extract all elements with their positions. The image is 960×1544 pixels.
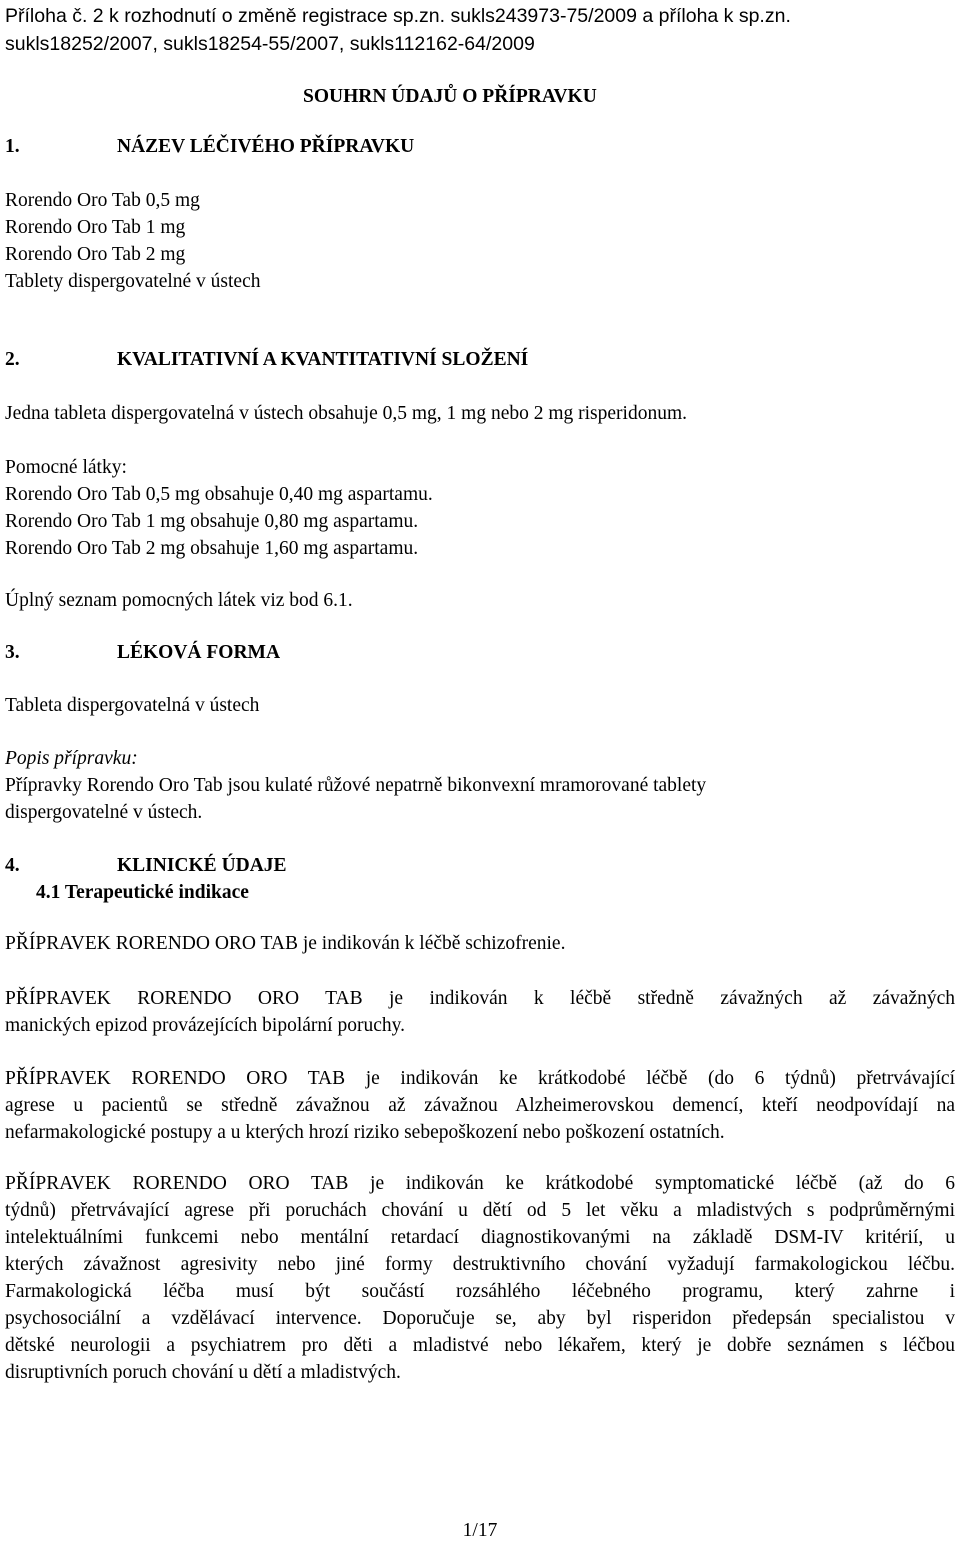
paragraph-line: nefarmakologické postupy a u kterých hrozí riziko sebepoškození nebo poškození ostatních. bbox=[5, 1122, 725, 1143]
excipient-line: Rorendo Oro Tab 2 mg obsahuje 1,60 mg aspartamu. bbox=[5, 538, 419, 559]
section-4-number: 4. bbox=[5, 855, 20, 876]
paragraph-line: manických epizod provázejících bipolární poruchy. bbox=[5, 1015, 405, 1036]
paragraph-line: PŘÍPRAVEK RORENDO ORO TAB je indikován k léčbě středně závažných až závažných bbox=[5, 988, 955, 1009]
pharmaceutical-form: Tableta dispergovatelná v ústech bbox=[5, 695, 260, 716]
excipient-line: Rorendo Oro Tab 1 mg obsahuje 0,80 mg aspartamu. bbox=[5, 511, 419, 532]
excipients-label: Pomocné látky: bbox=[5, 457, 127, 478]
section-1-title: NÁZEV LÉČIVÉHO PŘÍPRAVKU bbox=[117, 136, 415, 157]
paragraph-line: Farmakologická léčba musí být součástí rozsáhlého léčebného programu, který zahrne i bbox=[5, 1281, 955, 1302]
excipient-list-reference: Úplný seznam pomocných látek viz bod 6.1. bbox=[5, 590, 353, 611]
paragraph-line: disruptivních poruch chování u dětí a mladistvých. bbox=[5, 1362, 401, 1383]
product-name-line: Rorendo Oro Tab 1 mg bbox=[5, 217, 186, 238]
document-title: SOUHRN ÚDAJŮ O PŘÍPRAVKU bbox=[303, 86, 597, 107]
excipient-line: Rorendo Oro Tab 0,5 mg obsahuje 0,40 mg aspartamu. bbox=[5, 484, 433, 505]
paragraph-line: PŘÍPRAVEK RORENDO ORO TAB je indikován ke krátkodobé symptomatické léčbě (až do 6 bbox=[5, 1173, 955, 1194]
section-4-title: KLINICKÉ ÚDAJE bbox=[117, 855, 287, 876]
paragraph-line: agrese u pacientů se středně závažnou až závažnou Alzheimerovskou demencí, kteří neodpovídají na bbox=[5, 1095, 955, 1116]
document-header bbox=[5, 2, 791, 58]
product-description bbox=[5, 745, 706, 826]
paragraph-line: týdnů) přetrvávající agrese při poruchách chování u dětí od 5 let věku a mladistvých s podprůměrnými bbox=[5, 1200, 955, 1221]
section-3-heading bbox=[5, 639, 280, 666]
indication-paragraph-3 bbox=[5, 1065, 955, 1146]
paragraph-line: psychosociální a vzdělávací intervence. Doporučuje se, aby byl risperidon předepsán specialistou v bbox=[5, 1308, 955, 1329]
section-3-number: 3. bbox=[5, 642, 20, 663]
section-2-heading bbox=[5, 346, 528, 373]
description-line: Přípravky Rorendo Oro Tab jsou kulaté růžové nepatrně bikonvexní mramorované tablety bbox=[5, 775, 707, 796]
indication-paragraph-2 bbox=[5, 985, 955, 1039]
section-4-heading bbox=[5, 852, 287, 879]
section-2-title: KVALITATIVNÍ A KVANTITATIVNÍ SLOŽENÍ bbox=[117, 349, 529, 370]
product-name-line: Rorendo Oro Tab 0,5 mg bbox=[5, 190, 200, 211]
page-number: 1/17 bbox=[462, 1520, 498, 1541]
product-name-line: Rorendo Oro Tab 2 mg bbox=[5, 244, 186, 265]
paragraph-line: kterých závažnost agresivity nebo jiné formy destruktivního chování vyžadují farmakologickou léčbu. bbox=[5, 1254, 955, 1275]
product-form-line: Tablety dispergovatelné v ústech bbox=[5, 271, 261, 292]
subsection-4-1-heading: 4.1 Terapeutické indikace bbox=[36, 882, 249, 903]
section-2-number: 2. bbox=[5, 349, 20, 370]
section-3-title: LÉKOVÁ FORMA bbox=[117, 642, 281, 663]
description-label: Popis přípravku: bbox=[5, 748, 138, 769]
description-line: dispergovatelné v ústech. bbox=[5, 802, 203, 823]
indication-paragraph-4 bbox=[5, 1170, 955, 1386]
indication-paragraph-1: PŘÍPRAVEK RORENDO ORO TAB je indikován k léčbě schizofrenie. bbox=[5, 933, 566, 954]
excipients-block bbox=[5, 454, 433, 562]
section-1-number: 1. bbox=[5, 136, 20, 157]
paragraph-line: dětské neurologii a psychiatrem pro děti a mladistvé nebo lékařem, který je dobře seznámen s léčbou bbox=[5, 1335, 955, 1356]
paragraph-line: PŘÍPRAVEK RORENDO ORO TAB je indikován ke krátkodobé léčbě (do 6 týdnů) přetrvávající bbox=[5, 1068, 955, 1089]
composition-text: Jedna tableta dispergovatelná v ústech obsahuje 0,5 mg, 1 mg nebo 2 mg risperidonum. bbox=[5, 403, 687, 424]
section-1-heading bbox=[5, 133, 414, 160]
header-line-2: sukls18252/2007, sukls18254-55/2007, sukls112162-64/2009 bbox=[5, 33, 535, 55]
header-line-1: Příloha č. 2 k rozhodnutí o změně registrace sp.zn. sukls243973-75/2009 a příloha k sp.zn. bbox=[5, 5, 791, 27]
product-names bbox=[5, 187, 261, 295]
paragraph-line: intelektuálními funkcemi nebo mentální retardací diagnostikovanými na základě DSM-IV kritérií, u bbox=[5, 1227, 955, 1248]
